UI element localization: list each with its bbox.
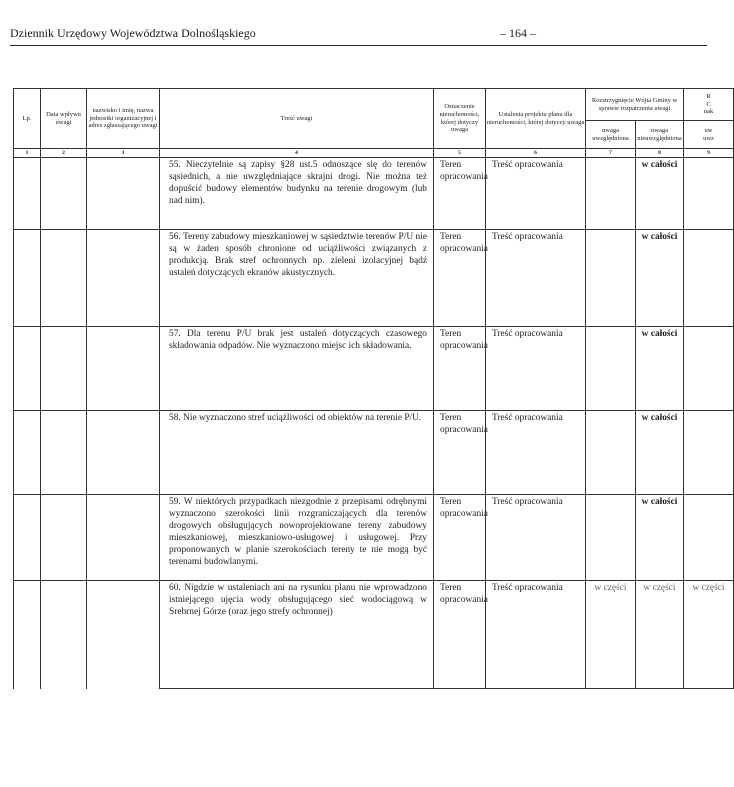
data-cell — [41, 158, 87, 230]
data-cell — [41, 411, 87, 495]
comment-text: 55. Nieczytelnie są zapisy §28 ust.5 odnoszące się do terenów sąsiednich, a nie uwzględniające skrajni drogi. Nie można też dopuścić budowy elementów budynku na terenie drogowym (lub nad nim). — [160, 158, 434, 230]
page-number: – 164 – — [500, 26, 536, 40]
property-cell: Teren opracowania — [434, 158, 486, 230]
nazwisko-cell — [87, 581, 160, 689]
col-number: 7 — [586, 149, 636, 158]
rejected-cell: w całości — [636, 495, 684, 581]
plan-cell: Treść opracowania — [486, 327, 586, 411]
comment-text: 57. Dla terenu P/U brak jest ustaleń dotyczących czasowego składowania odpadów. Nie wyznaczono miejsc ich składowania. — [160, 327, 434, 411]
property-cell: Teren opracowania — [434, 411, 486, 495]
table-row — [14, 327, 734, 411]
accepted-cell — [586, 411, 636, 495]
col-tresc-uwagi: Treść uwagi — [160, 89, 434, 149]
property-cell: Teren opracowania — [434, 495, 486, 581]
lp-cell — [14, 411, 41, 495]
property-cell: Teren opracowania — [434, 230, 486, 327]
col-extra-sub — [684, 121, 734, 149]
col-uwzgledniona: uwaga uwzględniona — [586, 121, 636, 149]
col-number: 6 — [486, 149, 586, 158]
accepted-cell — [586, 158, 636, 230]
accepted-cell: w części — [586, 581, 636, 689]
journal-title: Dziennik Urzędowy Województwa Dolnośląskiego — [10, 26, 256, 40]
col-lp: Lp. — [14, 89, 41, 149]
comment-text: 56. Tereny zabudowy mieszkaniowej w sąsiedztwie terenów P/U nie są w żaden sposób chronione od uciążliwości związanych z produkcją. Brak stref ochronnych np. zieleni izolacyjnej bądź ustaleń dotyczących ekranów akustycznych. — [160, 230, 434, 327]
plan-cell: Treść opracowania — [486, 495, 586, 581]
col-extra-nak: nak — [703, 108, 714, 116]
lp-cell — [14, 158, 41, 230]
col-ustalenia: Ustalenia projektu planu dla nieruchomości, której dotyczy uwaga — [486, 89, 586, 149]
col-oznaczenie: Oznaczenie nieruchomości, której dotyczy uwaga — [434, 89, 486, 149]
col-extra-uw: uw — [704, 126, 713, 134]
accepted-cell — [586, 230, 636, 327]
col-extra-uwz: uwz — [703, 134, 714, 142]
nazwisko-cell — [87, 230, 160, 327]
lp-cell — [14, 495, 41, 581]
header-rule — [10, 45, 707, 46]
comment-text: 60. Nigdzie w ustaleniach ani na rysunku planu nie wprowadzono istniejącego ujęcia wody obsługującego sieć wodociągową w Srebrnej Górze (oraz jego strefy ochronnej) — [160, 581, 434, 689]
lp-cell — [14, 327, 41, 411]
comment-text: 58. Nie wyznaczono stref uciążliwości od obiektów na terenie P/U. — [160, 411, 434, 495]
col-number: 2 — [41, 149, 87, 158]
column-numbers-row — [14, 149, 734, 158]
accepted-cell — [586, 327, 636, 411]
nazwisko-cell — [87, 495, 160, 581]
rejected-cell: w całości — [636, 327, 684, 411]
col-rozstrzygniecie: Rozstrzygnięcie Wójta Gminy w sprawie rozpatrzenia uwagi — [586, 89, 684, 121]
lp-cell — [14, 581, 41, 689]
data-cell — [41, 581, 87, 689]
extra-cell — [684, 411, 734, 495]
plan-cell: Treść opracowania — [486, 411, 586, 495]
table-row — [14, 581, 734, 689]
data-cell — [41, 327, 87, 411]
plan-cell: Treść opracowania — [486, 230, 586, 327]
nazwisko-cell — [87, 158, 160, 230]
col-number: 9 — [684, 149, 734, 158]
nazwisko-cell — [87, 411, 160, 495]
plan-cell: Treść opracowania — [486, 581, 586, 689]
rejected-cell: w całości — [636, 230, 684, 327]
col-number: 5 — [434, 149, 486, 158]
extra-cell — [684, 230, 734, 327]
extra-cell — [684, 158, 734, 230]
lp-cell — [14, 230, 41, 327]
plan-cell: Treść opracowania — [486, 158, 586, 230]
col-extra-c: C — [706, 100, 711, 108]
col-number: 4 — [160, 149, 434, 158]
col-number: 8 — [636, 149, 684, 158]
table-row — [14, 158, 734, 230]
property-cell: Teren opracowania — [434, 581, 486, 689]
table-row — [14, 230, 734, 327]
table-row — [14, 495, 734, 581]
comments-table — [13, 88, 734, 689]
comment-text: 59. W niektórych przypadkach niezgodnie z przepisami odrębnymi wyznaczono szerokości linii rozgraniczających dla terenów drogowych obsługujących nowoprojektowane tereny zabudowy mieszkaniowej, mieszkaniowo-usługowej i usługowej. Przy proponowanych w planie szerokościach tereny te nie mogą być terenami budowlanymi. — [160, 495, 434, 581]
extra-cell — [684, 327, 734, 411]
data-cell — [41, 230, 87, 327]
col-number: 3 — [87, 149, 160, 158]
property-cell: Teren opracowania — [434, 327, 486, 411]
col-extra-group — [684, 89, 734, 121]
rejected-cell: w części — [636, 581, 684, 689]
extra-cell — [684, 495, 734, 581]
col-data: Data wpływu uwagi — [41, 89, 87, 149]
col-nieuwzgledniona: uwaga nieuwzględniona — [636, 121, 684, 149]
rejected-cell: w całości — [636, 158, 684, 230]
data-cell — [41, 495, 87, 581]
nazwisko-cell — [87, 327, 160, 411]
col-extra-r: R — [706, 92, 711, 100]
table-row — [14, 411, 734, 495]
accepted-cell — [586, 495, 636, 581]
extra-cell: w części — [684, 581, 734, 689]
rejected-cell: w całości — [636, 411, 684, 495]
col-number: 1 — [14, 149, 41, 158]
col-nazwisko: nazwisko i imię, nazwa jednostki organizacyjnej i adres zgłaszającego uwagi — [87, 89, 160, 149]
